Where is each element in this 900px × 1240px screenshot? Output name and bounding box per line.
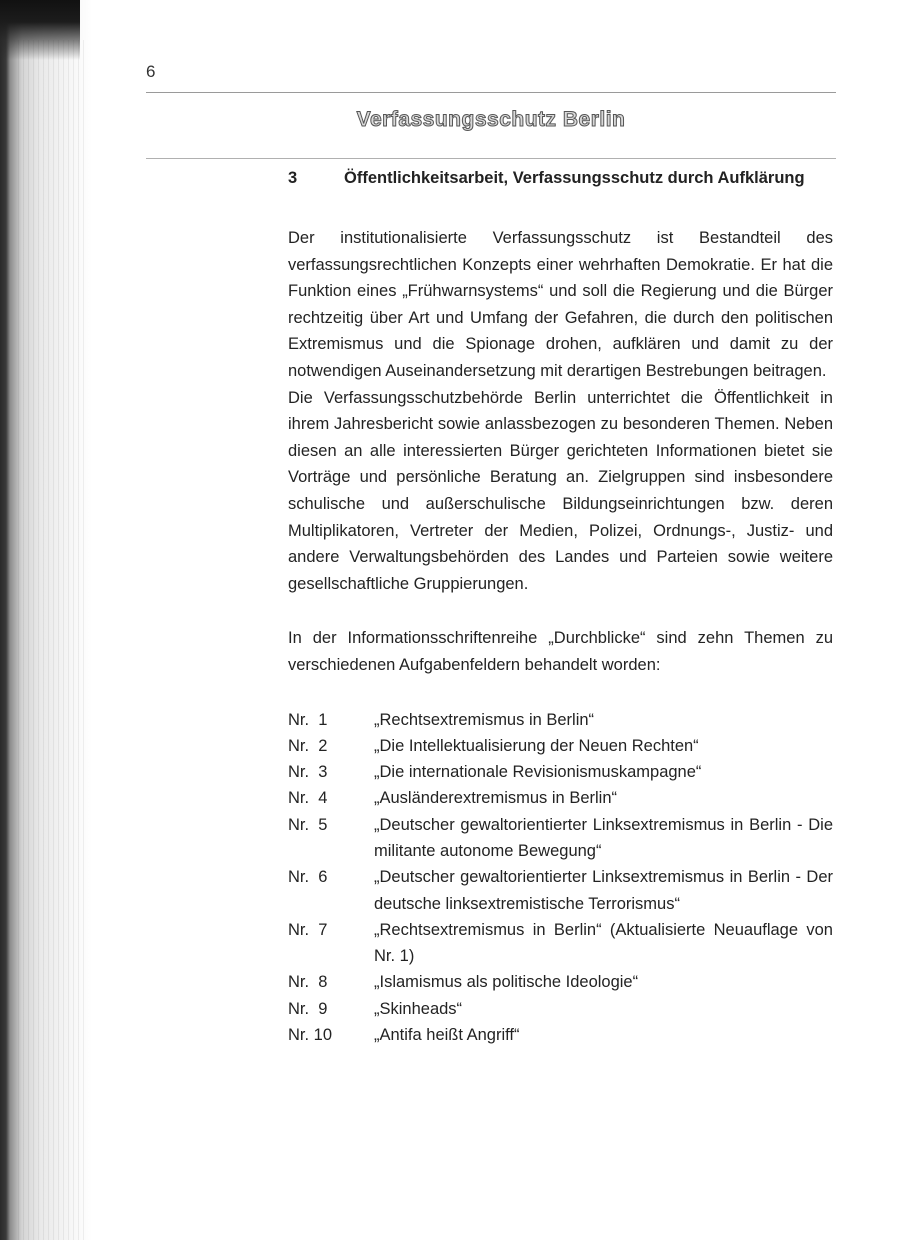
list-item — [288, 1022, 833, 1048]
scan-corner-shadow — [0, 0, 80, 60]
paragraph-public-relations: Die Verfassungsschutzbehörde Berlin unterrichtet die Öffentlichkeit in ihrem Jahresbericht sowie anlassbezogen zu besonderen Themen. Neben diesen an alle interessierten Bürger gerichteten Informationen bietet sie Vorträge und persönliche Beratung an. Zielgruppen sind insbesondere schulische und außerschulische Bildungseinrichtungen bzw. deren Multiplikatoren, Vertreter der Medien, Polizei, Ordnungs-, Justiz- und andere Verwaltungsbehörden des Landes und Parteien sowie weitere gesellschaftliche Gruppierungen. — [288, 388, 833, 593]
scan-page-edges — [18, 40, 88, 1240]
list-item — [288, 996, 833, 1022]
list-item — [288, 812, 833, 865]
list-item — [288, 969, 833, 995]
list-item — [288, 707, 833, 733]
publication-list — [288, 707, 833, 1049]
list-item-title: „Die internationale Revisionismuskampagne“ — [374, 763, 702, 782]
list-item-number: Nr. 1 — [288, 710, 328, 729]
page-number: 6 — [146, 62, 156, 81]
list-item-number: Nr. 9 — [288, 999, 328, 1018]
list-item — [288, 759, 833, 785]
list-item-number: Nr. 5 — [288, 815, 328, 834]
list-item-number: Nr. 2 — [288, 736, 328, 755]
list-item — [288, 917, 833, 970]
section-number: 3 — [288, 169, 298, 187]
list-item-number: Nr. 8 — [288, 973, 328, 992]
list-item-number: Nr. 3 — [288, 763, 328, 782]
list-item-title: „Deutscher gewaltorientierter Linksextremismus in Berlin - Die militante autonome Bewegung“ — [374, 815, 833, 860]
list-item — [288, 785, 833, 811]
list-item-title: „Islamismus als politische Ideologie“ — [374, 973, 639, 992]
list-item-number: Nr. 10 — [288, 1026, 333, 1045]
list-item — [288, 733, 833, 759]
section-heading — [288, 165, 833, 191]
list-item-title: „Ausländerextremismus in Berlin“ — [374, 789, 617, 808]
section-title: Öffentlichkeitsarbeit, Verfassungsschutz durch Aufklärung — [344, 169, 805, 187]
list-item-title: „Antifa heißt Angriff“ — [374, 1026, 520, 1045]
paragraph-intro: Der institutionalisierte Verfassungsschutz ist Bestandteil des verfassungsrechtlichen Konzepts einer wehrhaften Demokratie. Er hat die Funktion eines „Frühwarnsystems“ und soll die Regierung und die Bürger rechtzeitig über Art und Umfang der Gefahren, die durch den politischen Extremismus und die Spionage drohen, aufklären und damit zu der notwendigen Auseinandersetzung mit derartigen Bestrebungen beitragen. — [288, 229, 833, 380]
list-item-number: Nr. 4 — [288, 789, 328, 808]
running-header: Verfassungsschutz Berlin — [356, 108, 626, 131]
list-item — [288, 864, 833, 917]
list-item-title: „Skinheads“ — [374, 999, 463, 1018]
list-item-title: „Deutscher gewaltorientierter Linksextremismus in Berlin - Der deutsche linksextremistische Terrorismus“ — [374, 868, 833, 913]
list-item-number: Nr. 6 — [288, 868, 328, 887]
section-body — [288, 162, 833, 1048]
header-rule-top — [146, 92, 836, 93]
list-item-number: Nr. 7 — [288, 920, 328, 939]
list-item-title: „Die Intellektualisierung der Neuen Rechten“ — [374, 736, 699, 755]
paragraph-series-intro: In der Informationsschriftenreihe „Durchblicke“ sind zehn Themen zu verschiedenen Aufgabenfeldern behandelt worden: — [288, 629, 833, 674]
list-item-title: „Rechtsextremismus in Berlin“ (Aktualisierte Neuauflage von Nr. 1) — [374, 920, 833, 966]
list-item-title: „Rechtsextremismus in Berlin“ — [374, 710, 595, 729]
header-rule-bottom — [146, 158, 836, 159]
